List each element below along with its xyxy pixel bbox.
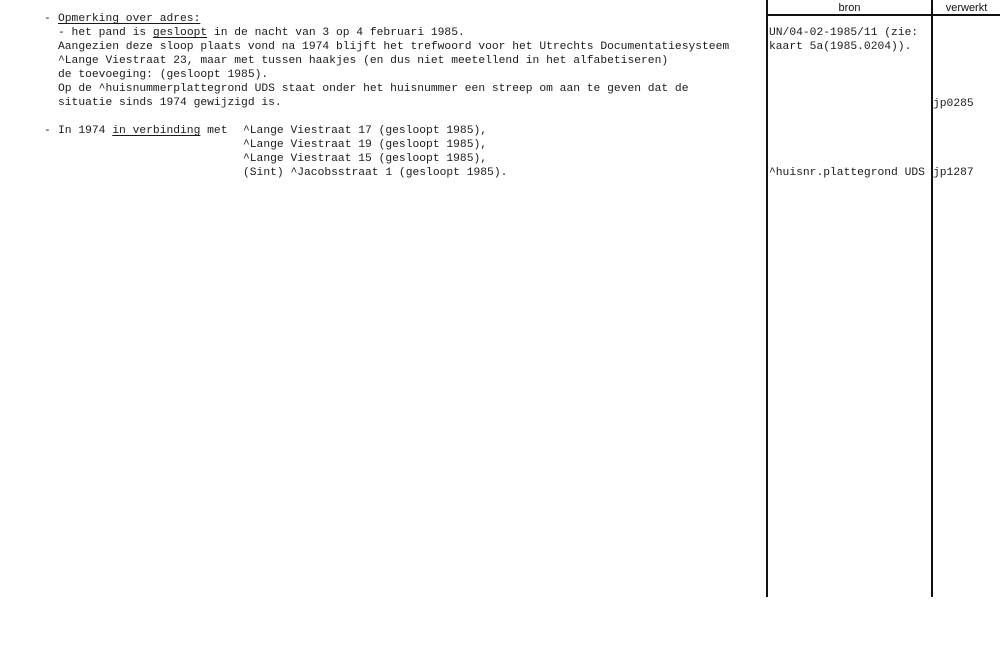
connection-item-4: (Sint) ^Jacobsstraat 1 (gesloopt 1985). (243, 167, 508, 179)
note-line-4: de toevoeging: (gesloopt 1985). (58, 69, 269, 81)
bron-entry-1-line-2: kaart 5a(1985.0204)). (769, 41, 912, 53)
bron-entry-2: ^huisnr.plattegrond UDS (769, 167, 925, 179)
note-line-2: Aangezien deze sloop plaats vond na 1974 blijft het trefwoord voor het Utrechts Documentatiesysteem (58, 41, 730, 53)
note-title: Opmerking over adres: (58, 13, 201, 25)
connection-item-1: ^Lange Viestraat 17 (gesloopt 1985), (243, 125, 488, 137)
connection-intro (58, 125, 234, 139)
bron-column-left-rule (766, 0, 768, 597)
connection-dash: - (44, 125, 51, 137)
connection-prefix: In 1974 (58, 125, 113, 137)
verwerkt-column-left-rule (931, 0, 933, 597)
bron-header: bron (838, 2, 861, 14)
verwerkt-entry-1: jp0285 (933, 98, 974, 110)
header-bottom-rule (766, 14, 1000, 16)
note-line-1-underlined: gesloopt (152, 27, 208, 39)
bron-entry-1-line-1: UN/04-02-1985/11 (zie: (769, 27, 919, 39)
connection-mid: met (200, 125, 235, 137)
note-line-1-end: in de nacht van 3 op 4 februari 1985. (207, 27, 465, 39)
verwerkt-entry-2: jp1287 (933, 167, 974, 179)
note-line-1-start: - het pand is (58, 27, 153, 39)
note-line-3: ^Lange Viestraat 23, maar met tussen haakjes (en dus niet meetellend in het alfabetiseren) (58, 55, 669, 67)
note-line-1 (58, 27, 465, 41)
note-line-5: Op de ^huisnummerplattegrond UDS staat onder het huisnummer een streep om aan te geven dat de (58, 83, 689, 95)
connection-item-2: ^Lange Viestraat 19 (gesloopt 1985), (243, 139, 488, 151)
verwerkt-header: verwerkt (945, 2, 988, 14)
note-dash: - (44, 13, 51, 25)
connection-underlined: in verbinding (112, 125, 201, 137)
note-line-6: situatie sinds 1974 gewijzigd is. (58, 97, 282, 109)
connection-item-3: ^Lange Viestraat 15 (gesloopt 1985), (243, 153, 488, 165)
